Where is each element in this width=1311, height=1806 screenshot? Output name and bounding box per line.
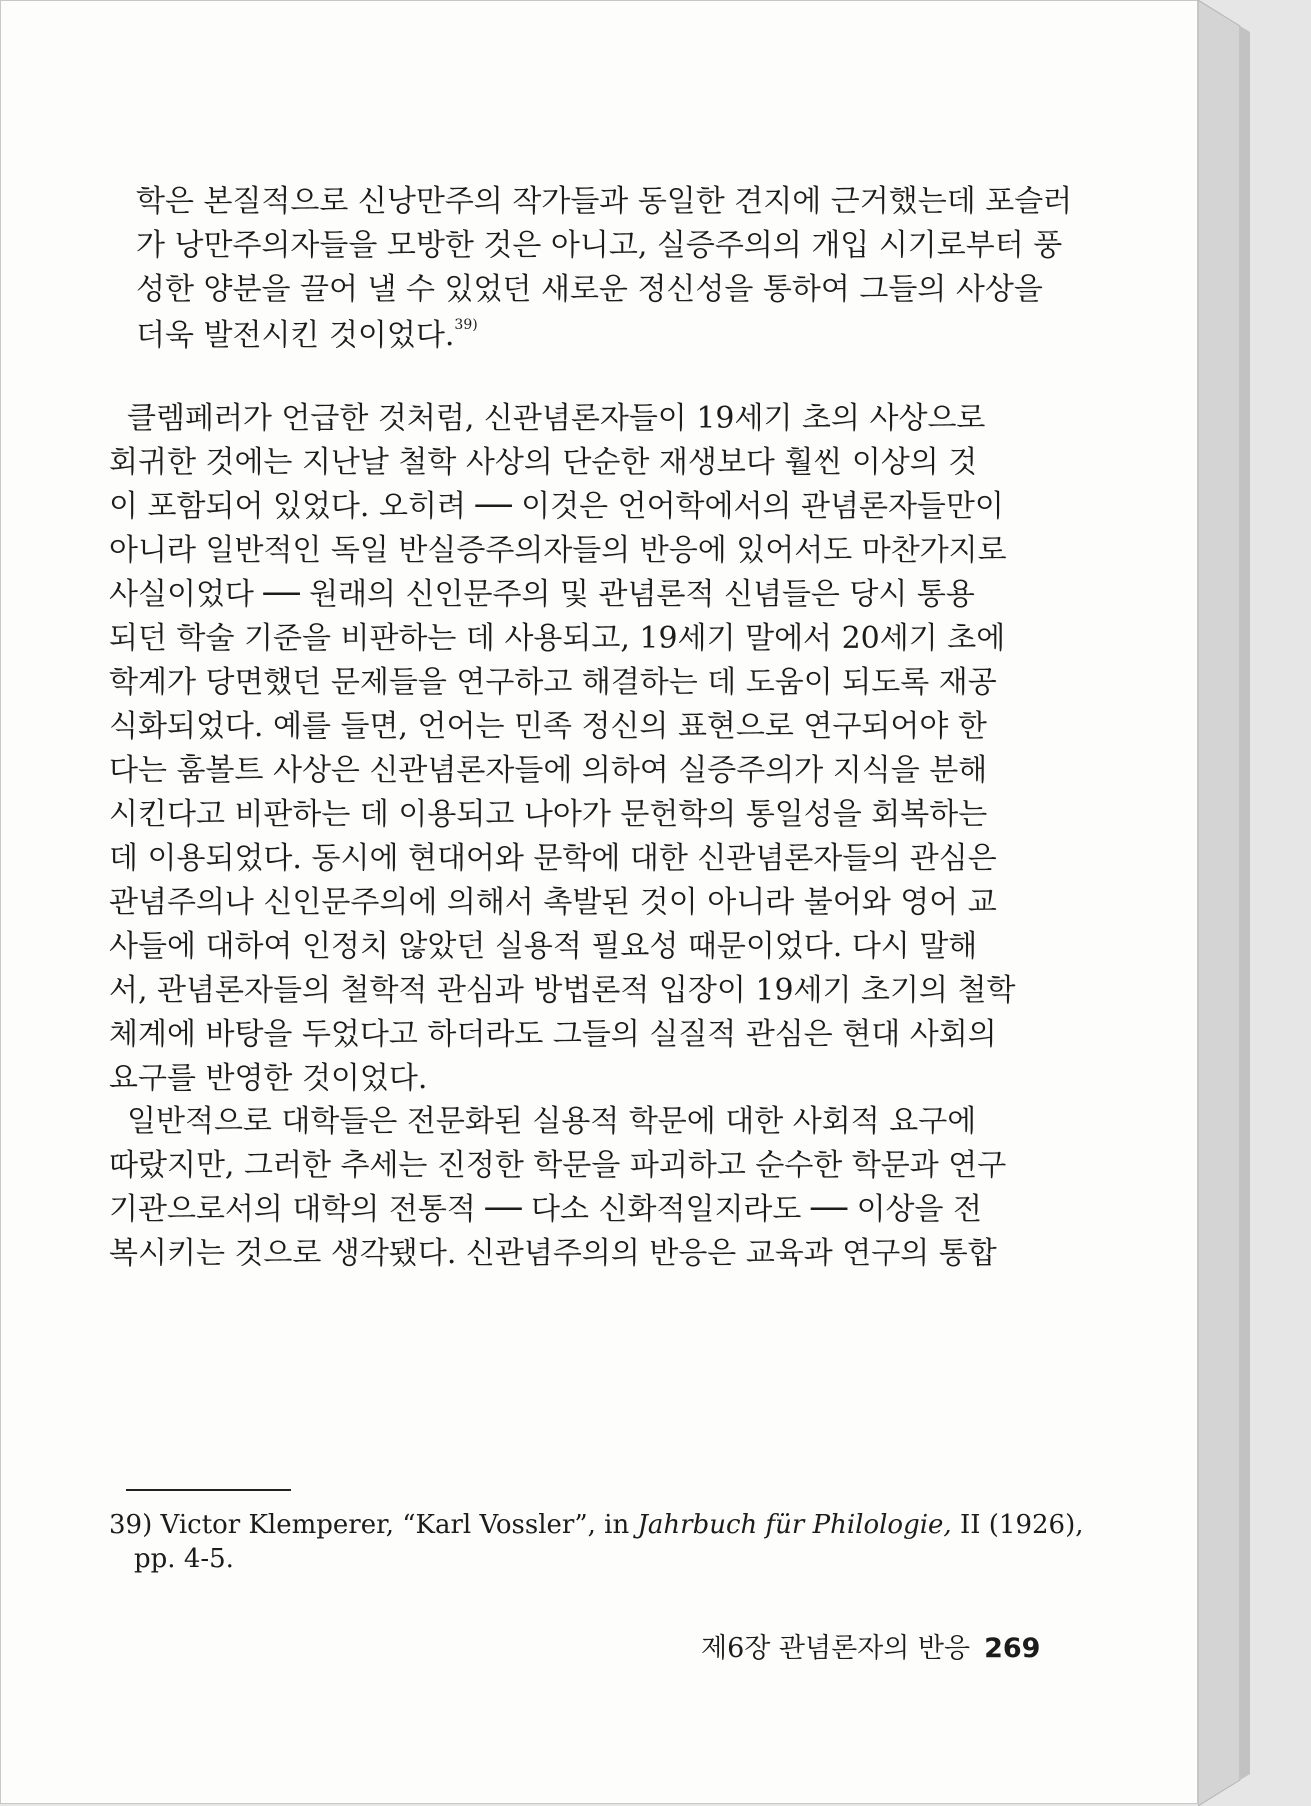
footnote-reference: 39) [454, 317, 478, 333]
paragraph-line: 시킨다고 비판하는 데 이용되고 나아가 문헌학의 통일성을 회복하는 [109, 797, 988, 832]
quote-line-last [136, 316, 478, 356]
footnote-journal: Jahrbuch für Philologie, [637, 1510, 952, 1540]
footnote-line [109, 1508, 1084, 1542]
paragraph-line: 서, 관념론자들의 철학적 관심과 방법론적 입장이 19세기 초기의 철학 [109, 973, 1016, 1008]
footnote-pages: pp. 4-5. [134, 1544, 234, 1574]
paragraph-line: 식화되었다. 예를 들면, 언어는 민족 정신의 표현으로 연구되어야 한 [109, 709, 987, 744]
paragraph-line: 학계가 당면했던 문제들을 연구하고 해결하는 데 도움이 되도록 재공 [109, 665, 997, 700]
paragraph-line: 사실이었다 ── 원래의 신인문주의 및 관념론적 신념들은 당시 통용 [109, 577, 975, 612]
quote-line: 성한 양분을 끌어 낼 수 있었던 새로운 정신성을 통하여 그들의 사상을 [136, 272, 1043, 307]
quote-line: 학은 본질적으로 신낭만주의 작가들과 동일한 견지에 근거했는데 포슬러 [136, 184, 1073, 219]
quote-last-text: 더욱 발전시킨 것이었다. [136, 318, 455, 353]
paragraph-line: 체계에 바탕을 두었다고 하더라도 그들의 실질적 관심은 현대 사회의 [109, 1017, 997, 1052]
paragraph-line: 되던 학술 기준을 비판하는 데 사용되고, 19세기 말에서 20세기 초에 [109, 621, 1006, 656]
paragraph-line: 클렘페러가 언급한 것처럼, 신관념론자들이 19세기 초의 사상으로 [127, 401, 986, 436]
paragraph-line: 회귀한 것에는 지난날 철학 사상의 단순한 재생보다 훨씬 이상의 것 [109, 445, 978, 480]
paragraph-line: 아니라 일반적인 독일 반실증주의자들의 반응에 있어서도 마찬가지로 [109, 533, 1007, 568]
paragraph-line: 사들에 대하여 인정치 않았던 실용적 필요성 때문이었다. 다시 말해 [109, 929, 978, 964]
paragraph-line: 기관으로서의 대학의 전통적 ── 다소 신화적일지라도 ── 이상을 전 [109, 1192, 983, 1227]
footnote-article: “Karl Vossler”, in [402, 1510, 630, 1540]
footnote-separator [126, 1489, 291, 1491]
quote-line: 가 낭만주의자들을 모방한 것은 아니고, 실증주의의 개입 시기로부터 풍 [136, 228, 1063, 263]
paragraph-line: 관념주의나 신인문주의에 의해서 촉발된 것이 아니라 불어와 영어 교 [109, 885, 997, 920]
footnote-number: 39) [109, 1510, 153, 1540]
paragraph-line-last: 요구를 반영한 것이었다. [109, 1061, 428, 1096]
paragraph-line: 다는 훔볼트 사상은 신관념론자들에 의하여 실증주의가 지식을 분해 [109, 753, 988, 788]
footnote-volume: II (1926), [959, 1510, 1084, 1540]
paragraph-line: 일반적으로 대학들은 전문화된 실용적 학문에 대한 사회적 요구에 [127, 1104, 977, 1139]
paragraph-line: 이 포함되어 있었다. 오히려 ── 이것은 언어학에서의 관념론자들만이 [109, 489, 1004, 524]
paragraph-line: 데 이용되었다. 동시에 현대어와 문학에 대한 신관념론자들의 관심은 [109, 841, 997, 876]
paragraph-line: 따랐지만, 그러한 추세는 진정한 학문을 파괴하고 순수한 학문과 연구 [109, 1148, 1007, 1183]
chapter-title: 제6장 관념론자의 반응 [701, 1633, 971, 1664]
paragraph-line: 복시키는 것으로 생각됐다. 신관념주의의 반응은 교육과 연구의 통합 [109, 1236, 997, 1271]
page-stack-edge [1198, 0, 1311, 1806]
page-number: 269 [984, 1633, 1041, 1664]
footnote-author: Victor Klemperer, [160, 1510, 394, 1540]
running-footer [701, 1629, 1041, 1669]
